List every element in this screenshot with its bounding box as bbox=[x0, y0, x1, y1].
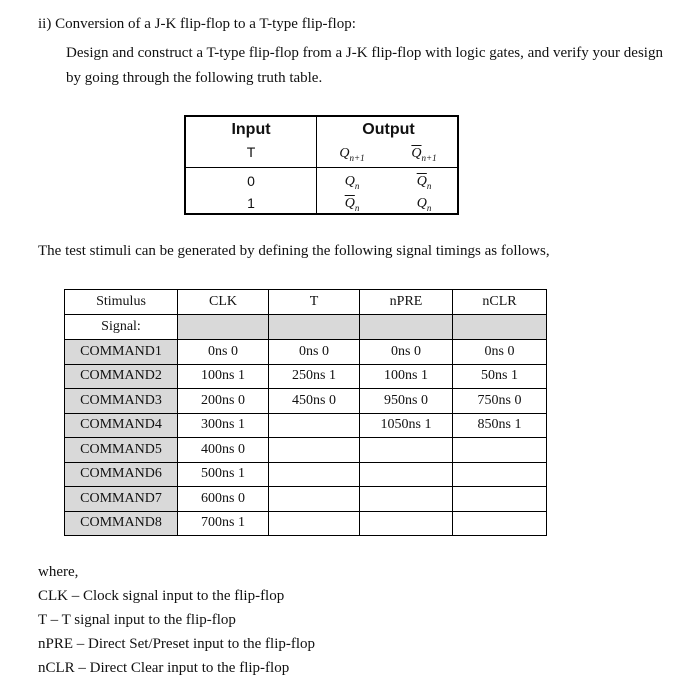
truth-table bbox=[184, 115, 459, 215]
definition-clk: CLK – Clock signal input to the flip-flop bbox=[38, 588, 285, 604]
truth-table-input-header: Input bbox=[231, 121, 271, 138]
where-label: where, bbox=[38, 564, 79, 580]
nclr-cell: 0ns 0 bbox=[453, 340, 547, 365]
truth-table-t-label: T bbox=[246, 144, 256, 160]
header-stimulus: Stimulus bbox=[65, 290, 178, 315]
npre-cell bbox=[360, 511, 453, 536]
nclr-cell: 750ns 0 bbox=[453, 389, 547, 414]
nclr-cell bbox=[453, 462, 547, 487]
t-cell bbox=[269, 413, 360, 438]
clk-cell: 400ns 0 bbox=[178, 438, 269, 463]
instruction-line-2: by going through the following truth table. bbox=[66, 70, 323, 86]
header-npre: nPRE bbox=[360, 290, 453, 315]
instruction-line-1: Design and construct a T-type flip-flop from a J-K flip-flop with logic gates, and verify your design bbox=[66, 45, 663, 61]
q-bar-n-cell: $\overline{Q}_n$ bbox=[344, 196, 360, 213]
command-name: COMMAND1 bbox=[65, 340, 178, 365]
t-cell bbox=[269, 487, 360, 512]
command-name: COMMAND6 bbox=[65, 462, 178, 487]
table-row bbox=[65, 364, 547, 389]
t-cell: 0ns 0 bbox=[269, 340, 360, 365]
q-bar-next-label: $\overline{Q}_{n+1}$ bbox=[411, 146, 437, 163]
definition-t: T – T signal input to the flip-flop bbox=[38, 612, 236, 628]
q-next-label: $Q_{n+1}$ bbox=[339, 146, 365, 163]
header-t: T bbox=[269, 290, 360, 315]
t-cell bbox=[269, 462, 360, 487]
npre-cell bbox=[360, 462, 453, 487]
npre-cell bbox=[360, 438, 453, 463]
clk-cell: 0ns 0 bbox=[178, 340, 269, 365]
clk-cell: 700ns 1 bbox=[178, 511, 269, 536]
command-name: COMMAND7 bbox=[65, 487, 178, 512]
table-row bbox=[65, 487, 547, 512]
clk-cell: 500ns 1 bbox=[178, 462, 269, 487]
nclr-cell: 850ns 1 bbox=[453, 413, 547, 438]
table-row bbox=[65, 389, 547, 414]
nclr-cell bbox=[453, 511, 547, 536]
npre-cell: 100ns 1 bbox=[360, 364, 453, 389]
q-n-cell: $Q_n$ bbox=[416, 196, 432, 213]
table-row bbox=[65, 413, 547, 438]
definition-nclr: nCLR – Direct Clear input to the flip-flop bbox=[38, 660, 290, 676]
t-cell bbox=[269, 438, 360, 463]
command-name: COMMAND5 bbox=[65, 438, 178, 463]
t-cell: 250ns 1 bbox=[269, 364, 360, 389]
q-bar-n-cell: $\overline{Q}_n$ bbox=[416, 174, 432, 191]
nclr-cell bbox=[453, 487, 547, 512]
t-cell bbox=[269, 511, 360, 536]
truth-table-row-0: 0 bbox=[247, 173, 255, 189]
table-row bbox=[65, 438, 547, 463]
clk-cell: 100ns 1 bbox=[178, 364, 269, 389]
definition-npre: nPRE – Direct Set/Preset input to the flip-flop bbox=[38, 636, 316, 652]
table-row bbox=[65, 340, 547, 365]
t-cell: 450ns 0 bbox=[269, 389, 360, 414]
header-nclr: nCLR bbox=[453, 290, 547, 315]
npre-cell: 1050ns 1 bbox=[360, 413, 453, 438]
truth-table-row-1: 1 bbox=[247, 195, 255, 211]
npre-cell: 0ns 0 bbox=[360, 340, 453, 365]
clk-cell: 200ns 0 bbox=[178, 389, 269, 414]
header-clk: CLK bbox=[178, 290, 269, 315]
section-heading: ii) Conversion of a J-K flip-flop to a T-type flip-flop: bbox=[38, 16, 356, 32]
command-name: COMMAND4 bbox=[65, 413, 178, 438]
nclr-cell: 50ns 1 bbox=[453, 364, 547, 389]
command-name: COMMAND3 bbox=[65, 389, 178, 414]
clk-cell: 300ns 1 bbox=[178, 413, 269, 438]
npre-cell bbox=[360, 487, 453, 512]
signal-timing-table bbox=[64, 289, 547, 536]
q-n-cell: $Q_n$ bbox=[344, 174, 360, 191]
truth-table-output-header: Output bbox=[362, 121, 415, 138]
header-signal: Signal: bbox=[65, 315, 178, 340]
command-name: COMMAND2 bbox=[65, 364, 178, 389]
table-row bbox=[65, 462, 547, 487]
table-row bbox=[65, 511, 547, 536]
command-name: COMMAND8 bbox=[65, 511, 178, 536]
npre-cell: 950ns 0 bbox=[360, 389, 453, 414]
nclr-cell bbox=[453, 438, 547, 463]
clk-cell: 600ns 0 bbox=[178, 487, 269, 512]
stimuli-description: The test stimuli can be generated by defining the following signal timings as follows, bbox=[38, 243, 550, 259]
